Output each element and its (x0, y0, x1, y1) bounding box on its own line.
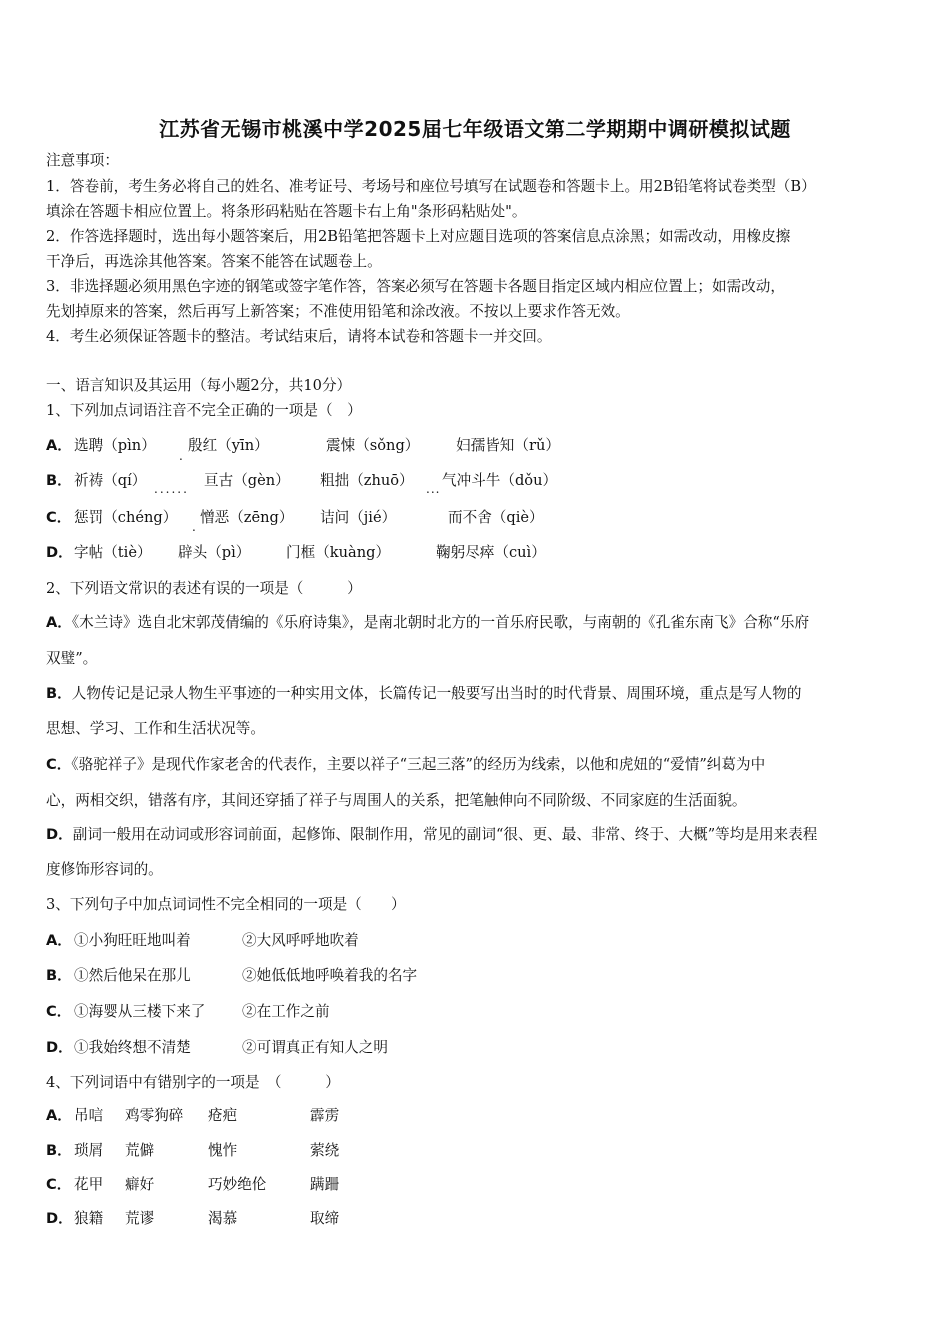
option-text: 《木兰诗》选自北宋郭茂倩编的《乐府诗集》，是南北朝时北方的一首乐府民歌，与南朝的《孔雀东南飞》合称“乐府 (71, 614, 810, 631)
option-item: 霹雳 (310, 1107, 340, 1124)
emphasis-dot: . (192, 520, 196, 534)
option-label: C． (46, 1003, 72, 1020)
option-label: A． (46, 437, 72, 454)
option-text: 副词一般用在动词或形容词前面，起修饰、限制作用，常见的副词“很、更、最、非常、终于、大概”等均是用来表程 (72, 826, 818, 843)
option-label: B． (46, 472, 72, 489)
option-item: 门框（kuàng） (286, 544, 391, 561)
option-label: D． (46, 1210, 73, 1227)
option-item: 鞠躬尽瘁（cuì） (436, 544, 546, 561)
option-item: 荒谬 (125, 1210, 155, 1227)
option-item: 亘古（gèn） (204, 472, 290, 489)
option-item: 蹒跚 (310, 1176, 340, 1193)
q2-option-b (46, 685, 908, 703)
option-label: C． (46, 756, 72, 773)
option-item: 气冲斗牛（dǒu） (442, 472, 558, 489)
option-item: 辟头（pì） (178, 544, 251, 561)
option-item: ①我始终想不清楚 (74, 1039, 191, 1056)
section-heading: 一、语言知识及其运用（每小题2分，共10分） (46, 377, 352, 394)
emphasis-dot: . (179, 449, 183, 463)
option-text-continued: 度修饰形容词的。 (46, 861, 163, 878)
option-item: 诘问（jié） (320, 509, 397, 526)
notice-line: 2．作答选择题时，选出每小题答案后，用2B铅笔把答题卡上对应题目选项的答案信息点涂黑；如需改动，用橡皮擦 (46, 228, 791, 245)
option-label: B． (46, 1142, 72, 1159)
option-label: A． (46, 1107, 72, 1124)
q2-option-d (46, 826, 908, 844)
option-item: 疮疤 (208, 1107, 238, 1124)
option-label: A． (46, 932, 72, 949)
question-2-stem: 2、下列语文常识的表述有误的一项是（ ） (46, 580, 362, 597)
option-label: A． (46, 614, 72, 631)
option-label: B． (46, 967, 72, 984)
option-item: 愧怍 (208, 1142, 238, 1159)
option-item: ①小狗旺旺地叫着 (74, 932, 191, 949)
option-label: D． (46, 544, 73, 561)
option-item: 癖好 (125, 1176, 155, 1193)
notice-line: 4．考生必须保证答题卡的整洁。考试结束后，请将本试卷和答题卡一并交回。 (46, 328, 552, 345)
option-item: 萦绕 (310, 1142, 340, 1159)
q2-option-c (46, 756, 908, 774)
option-item: 狼籍 (74, 1210, 104, 1227)
question-4-stem: 4、下列词语中有错别字的一项是 （ ） (46, 1074, 340, 1091)
option-item: ②大风呼呼地吹着 (242, 932, 359, 949)
option-item: 字帖（tiè） (74, 544, 152, 561)
option-item: 荒僻 (125, 1142, 155, 1159)
option-item: 取缔 (310, 1210, 340, 1227)
option-label: C． (46, 509, 72, 526)
notice-line: 3．非选择题必须用黑色字迹的钢笔或签字笔作答，答案必须写在答题卡各题目指定区域内相应位置上；如需改动， (46, 278, 785, 295)
page-title: 江苏省无锡市桃溪中学2025届七年级语文第二学期期中调研模拟试题 (159, 117, 791, 141)
emphasis-dots: ... (426, 482, 441, 496)
option-label: D． (46, 1039, 73, 1056)
option-text-continued: 思想、学习、工作和生活状况等。 (46, 720, 265, 737)
emphasis-dots: ...... (154, 482, 189, 496)
option-item: 渴慕 (208, 1210, 238, 1227)
option-item: 琐屑 (74, 1142, 104, 1159)
option-item: 巧妙绝伦 (208, 1176, 267, 1193)
q2-option-a (46, 614, 908, 632)
option-label: C． (46, 1176, 72, 1193)
notice-heading: 注意事项： (46, 152, 119, 169)
option-item: 震悚（sǒng） (326, 437, 420, 454)
question-3-stem: 3、下列句子中加点词词性不完全相同的一项是（ ） (46, 896, 406, 913)
option-item: ②可谓真正有知人之明 (242, 1039, 388, 1056)
option-text-continued: 心，两相交织，错落有序，其间还穿插了祥子与周围人的关系，把笔触伸向不同阶级、不同家庭的生活面貌。 (46, 792, 747, 809)
option-item: ②在工作之前 (242, 1003, 330, 1020)
option-item: 吊唁 (74, 1107, 104, 1124)
question-1-stem: 1、下列加点词语注音不完全正确的一项是（ ） (46, 402, 362, 419)
option-text: 人物传记是记录人物生平事迹的一种实用文体，长篇传记一般要写出当时的时代背景、周围环境，重点是写人物的 (71, 685, 802, 702)
option-text-continued: 双璧”。 (46, 650, 98, 667)
option-item: 殷红（yīn） (188, 437, 269, 454)
notice-line: 1．答卷前，考生务必将自己的姓名、准考证号、考场号和座位号填写在试题卷和答题卡上。用2B铅笔将试卷类型（B） (46, 178, 816, 195)
option-label: D． (46, 826, 73, 843)
option-item: ①海婴从三楼下来了 (74, 1003, 206, 1020)
option-item: 祈祷（qí） (74, 472, 147, 489)
option-item: 妇孺皆知（rǔ） (456, 437, 560, 454)
option-item: 惩罚（chéng） (74, 509, 178, 526)
option-item: ①然后他呆在那儿 (74, 967, 191, 984)
option-label: B． (46, 685, 72, 702)
option-item: 鸡零狗碎 (125, 1107, 184, 1124)
option-text: 《骆驼祥子》是现代作家老舍的代表作，主要以祥子“三起三落”的经历为线索，以他和虎妞的“爱情”纠葛为中 (71, 756, 766, 773)
option-item: 而不舍（qiè） (448, 509, 544, 526)
option-item: 粗拙（zhuō） (320, 472, 414, 489)
notice-line: 干净后，再选涂其他答案。答案不能答在试题卷上。 (46, 253, 382, 270)
notice-line: 先划掉原来的答案，然后再写上新答案；不准使用铅笔和涂改液。不按以上要求作答无效。 (46, 303, 630, 320)
notice-line: 填涂在答题卡相应位置上。将条形码粘贴在答题卡右上角"条形码粘贴处"。 (46, 203, 527, 220)
option-item: 憎恶（zēng） (200, 509, 294, 526)
option-item: 选聘（pìn） (74, 437, 156, 454)
option-item: ②她低低地呼唤着我的名字 (242, 967, 418, 984)
option-item: 花甲 (74, 1176, 104, 1193)
